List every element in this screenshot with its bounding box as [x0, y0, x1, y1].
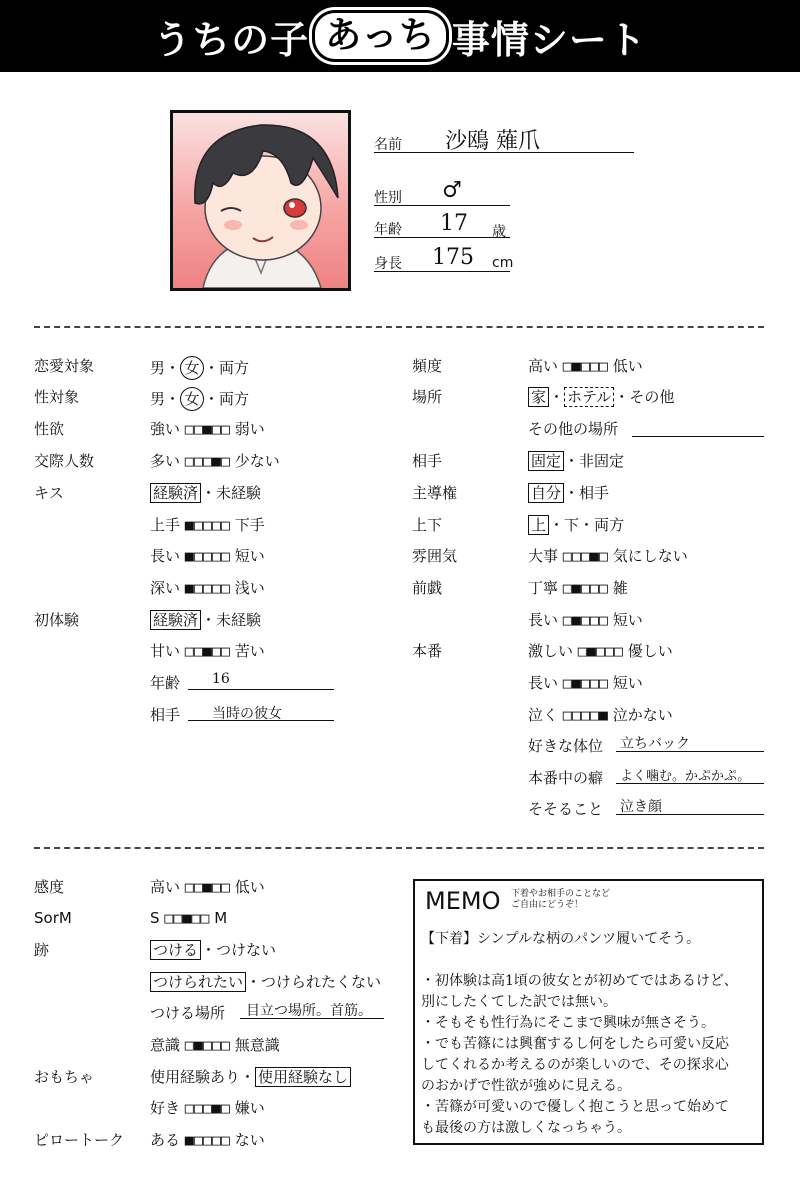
first-experience-partner-value: 当時の彼女: [212, 706, 282, 722]
gender-underline: [374, 205, 510, 206]
romance-target-options: 男・ 女 ・両方: [150, 356, 249, 380]
header-title-highlight: あっち: [315, 13, 446, 59]
habit-line: [616, 783, 764, 784]
s-or-m-label: SorM: [34, 909, 72, 927]
foreplay-care-scale: 丁寧 □■□□□ 雑: [528, 579, 628, 597]
memo-line: [421, 950, 757, 971]
first-experience-options: 経験済 ・未経験: [150, 610, 261, 630]
arousing-thing-label: そそること: [528, 800, 604, 818]
initiative-label: 主導権: [412, 484, 458, 502]
kiss-label: キス: [34, 484, 64, 502]
age-value: 17: [440, 211, 468, 236]
memo-title: MEMO: [425, 887, 501, 915]
mark-location-label: つける場所: [150, 1004, 226, 1022]
name-value: 沙鴎 薙爪: [445, 129, 540, 154]
partner-count-label: 交際人数: [34, 452, 95, 470]
partner-label: 相手: [412, 452, 443, 470]
sexual-target-label: 性対象: [34, 388, 80, 406]
partner-count-scale: 多い □□□■□ 少ない: [150, 452, 280, 470]
section-divider: [34, 326, 764, 328]
character-portrait-art: [173, 113, 348, 288]
header-title-part2: 事情シート: [451, 17, 647, 62]
main-act-label: 本番: [412, 642, 443, 660]
first-experience-sweetness-scale: 甘い □□■□□ 苦い: [150, 642, 265, 660]
romance-target-label: 恋愛対象: [34, 357, 95, 375]
frequency-scale: 高い □■□□□ 低い: [528, 357, 643, 375]
age-label: 年齢: [374, 222, 402, 238]
libido-label: 性欲: [34, 420, 65, 438]
main-act-intensity-scale: 激しい □■□□□ 優しい: [528, 642, 673, 660]
mood-scale: 大事 □□□■□ 気にしない: [528, 547, 688, 565]
memo-line: ・そもそも性行為にそこまで興味が無さそう。: [421, 1015, 715, 1031]
height-unit: cm: [492, 255, 514, 271]
height-label: 身長: [374, 256, 402, 272]
frequency-label: 頻度: [412, 357, 443, 375]
height-value: 175: [432, 245, 474, 270]
kiss-depth-scale: 深い ■□□□□ 浅い: [150, 579, 265, 597]
memo-line: ・苦篠が可愛いので優しく抱こうと思って始めて: [421, 1099, 729, 1115]
arousing-thing-value: 泣き顔: [620, 799, 662, 815]
kiss-skill-scale: 上手 ■□□□□ 下手: [150, 516, 265, 534]
main-act-crying-scale: 泣く □□□□■ 泣かない: [528, 706, 673, 724]
position-options: 上 ・下・両方: [528, 515, 624, 535]
kiss-length-scale: 長い ■□□□□ 短い: [150, 547, 265, 565]
toys-options: 使用経験あり・ 使用経験なし: [150, 1067, 351, 1087]
gender-value: ♂: [442, 178, 462, 203]
other-place-line: [632, 436, 764, 437]
height-underline: [374, 271, 510, 272]
marks-give-options: つける ・つけない: [150, 940, 276, 960]
habit-label: 本番中の癖: [528, 769, 604, 787]
first-experience-partner-label: 相手: [150, 706, 181, 724]
memo-subtitle: 下着やお相手のことなど ご自由にどうぞ！: [511, 889, 611, 910]
toys-label: おもちゃ: [34, 1068, 95, 1086]
position-label: 上下: [412, 516, 443, 534]
age-underline: [374, 237, 510, 238]
s-or-m-scale: S □□■□□ M: [150, 909, 228, 927]
name-label: 名前: [374, 137, 402, 153]
toys-like-scale: 好き □□□■□ 嫌い: [150, 1099, 265, 1117]
memo-line: のおかげで性欲が強めに見える。: [421, 1078, 631, 1094]
initiative-options: 自分 ・相手: [528, 483, 609, 503]
header-title-part1: うちの子: [153, 17, 310, 62]
memo-line: 【下着】シンプルな柄のパンツ履いてそう。: [421, 931, 701, 947]
memo-body: [421, 929, 757, 1139]
mood-label: 雰囲気: [412, 547, 458, 565]
first-experience-age-line: [188, 689, 334, 690]
section-divider-2: [34, 847, 764, 849]
mark-location-value: 目立つ場所。首筋。: [246, 1003, 372, 1019]
sheet-header: [0, 0, 800, 72]
first-experience-label: 初体験: [34, 611, 80, 629]
pillow-talk-label: ピロートーク: [34, 1131, 125, 1149]
sensitivity-label: 感度: [34, 878, 65, 896]
habit-value: よく噛む。かぷかぷ。: [620, 769, 751, 784]
awareness-scale: 意識 □■□□□ 無意識: [150, 1036, 280, 1054]
first-experience-age-label: 年齢: [150, 674, 181, 692]
main-act-length-scale: 長い □■□□□ 短い: [528, 674, 643, 692]
sexual-target-options: 男・ 女 ・両方: [150, 387, 249, 411]
mark-location-line: [240, 1018, 384, 1019]
foreplay-label: 前戯: [412, 579, 443, 597]
favorite-position-value: 立ちバック: [620, 736, 690, 752]
arousing-thing-line: [616, 814, 764, 815]
partner-options: 固定 ・非固定: [528, 451, 624, 471]
name-underline: [374, 152, 634, 153]
memo-line: も最後の方は激しくなっちゃう。: [421, 1120, 631, 1136]
memo-line: ・でも苦篠には興奮するし何をしたら可愛い反応: [421, 1036, 729, 1052]
place-label: 場所: [412, 388, 443, 406]
sexual-target-selected: 女: [180, 387, 204, 411]
memo-line: ・初体験は高1頃の彼女とが初めてではあるけど、: [421, 973, 738, 989]
memo-line: してくれるか考えるのが楽しいので、その探求心: [421, 1057, 729, 1073]
place-options: 家 ・ ホテル ・その他: [528, 387, 674, 407]
gender-label: 性別: [374, 190, 402, 206]
memo-line: 別にしたくてした訳では無い。: [421, 994, 617, 1010]
foreplay-length-scale: 長い □■□□□ 短い: [528, 611, 643, 629]
favorite-position-label: 好きな体位: [528, 737, 604, 755]
first-experience-partner-line: [188, 720, 334, 721]
kiss-options: 経験済 ・未経験: [150, 483, 261, 503]
other-place-label: その他の場所: [528, 420, 619, 438]
age-unit: 歳: [492, 224, 506, 240]
romance-target-selected: 女: [180, 356, 204, 380]
pillow-talk-scale: ある ■□□□□ ない: [150, 1131, 265, 1149]
marks-label: 跡: [34, 941, 50, 959]
memo-box: [413, 879, 764, 1145]
marks-receive-options: つけられたい ・つけられたくない: [150, 972, 381, 992]
first-experience-age-value: 16: [212, 671, 230, 687]
libido-scale: 強い □□■□□ 弱い: [150, 420, 265, 438]
character-portrait: [170, 110, 351, 291]
sensitivity-scale: 高い □□■□□ 低い: [150, 878, 265, 896]
favorite-position-line: [616, 751, 764, 752]
